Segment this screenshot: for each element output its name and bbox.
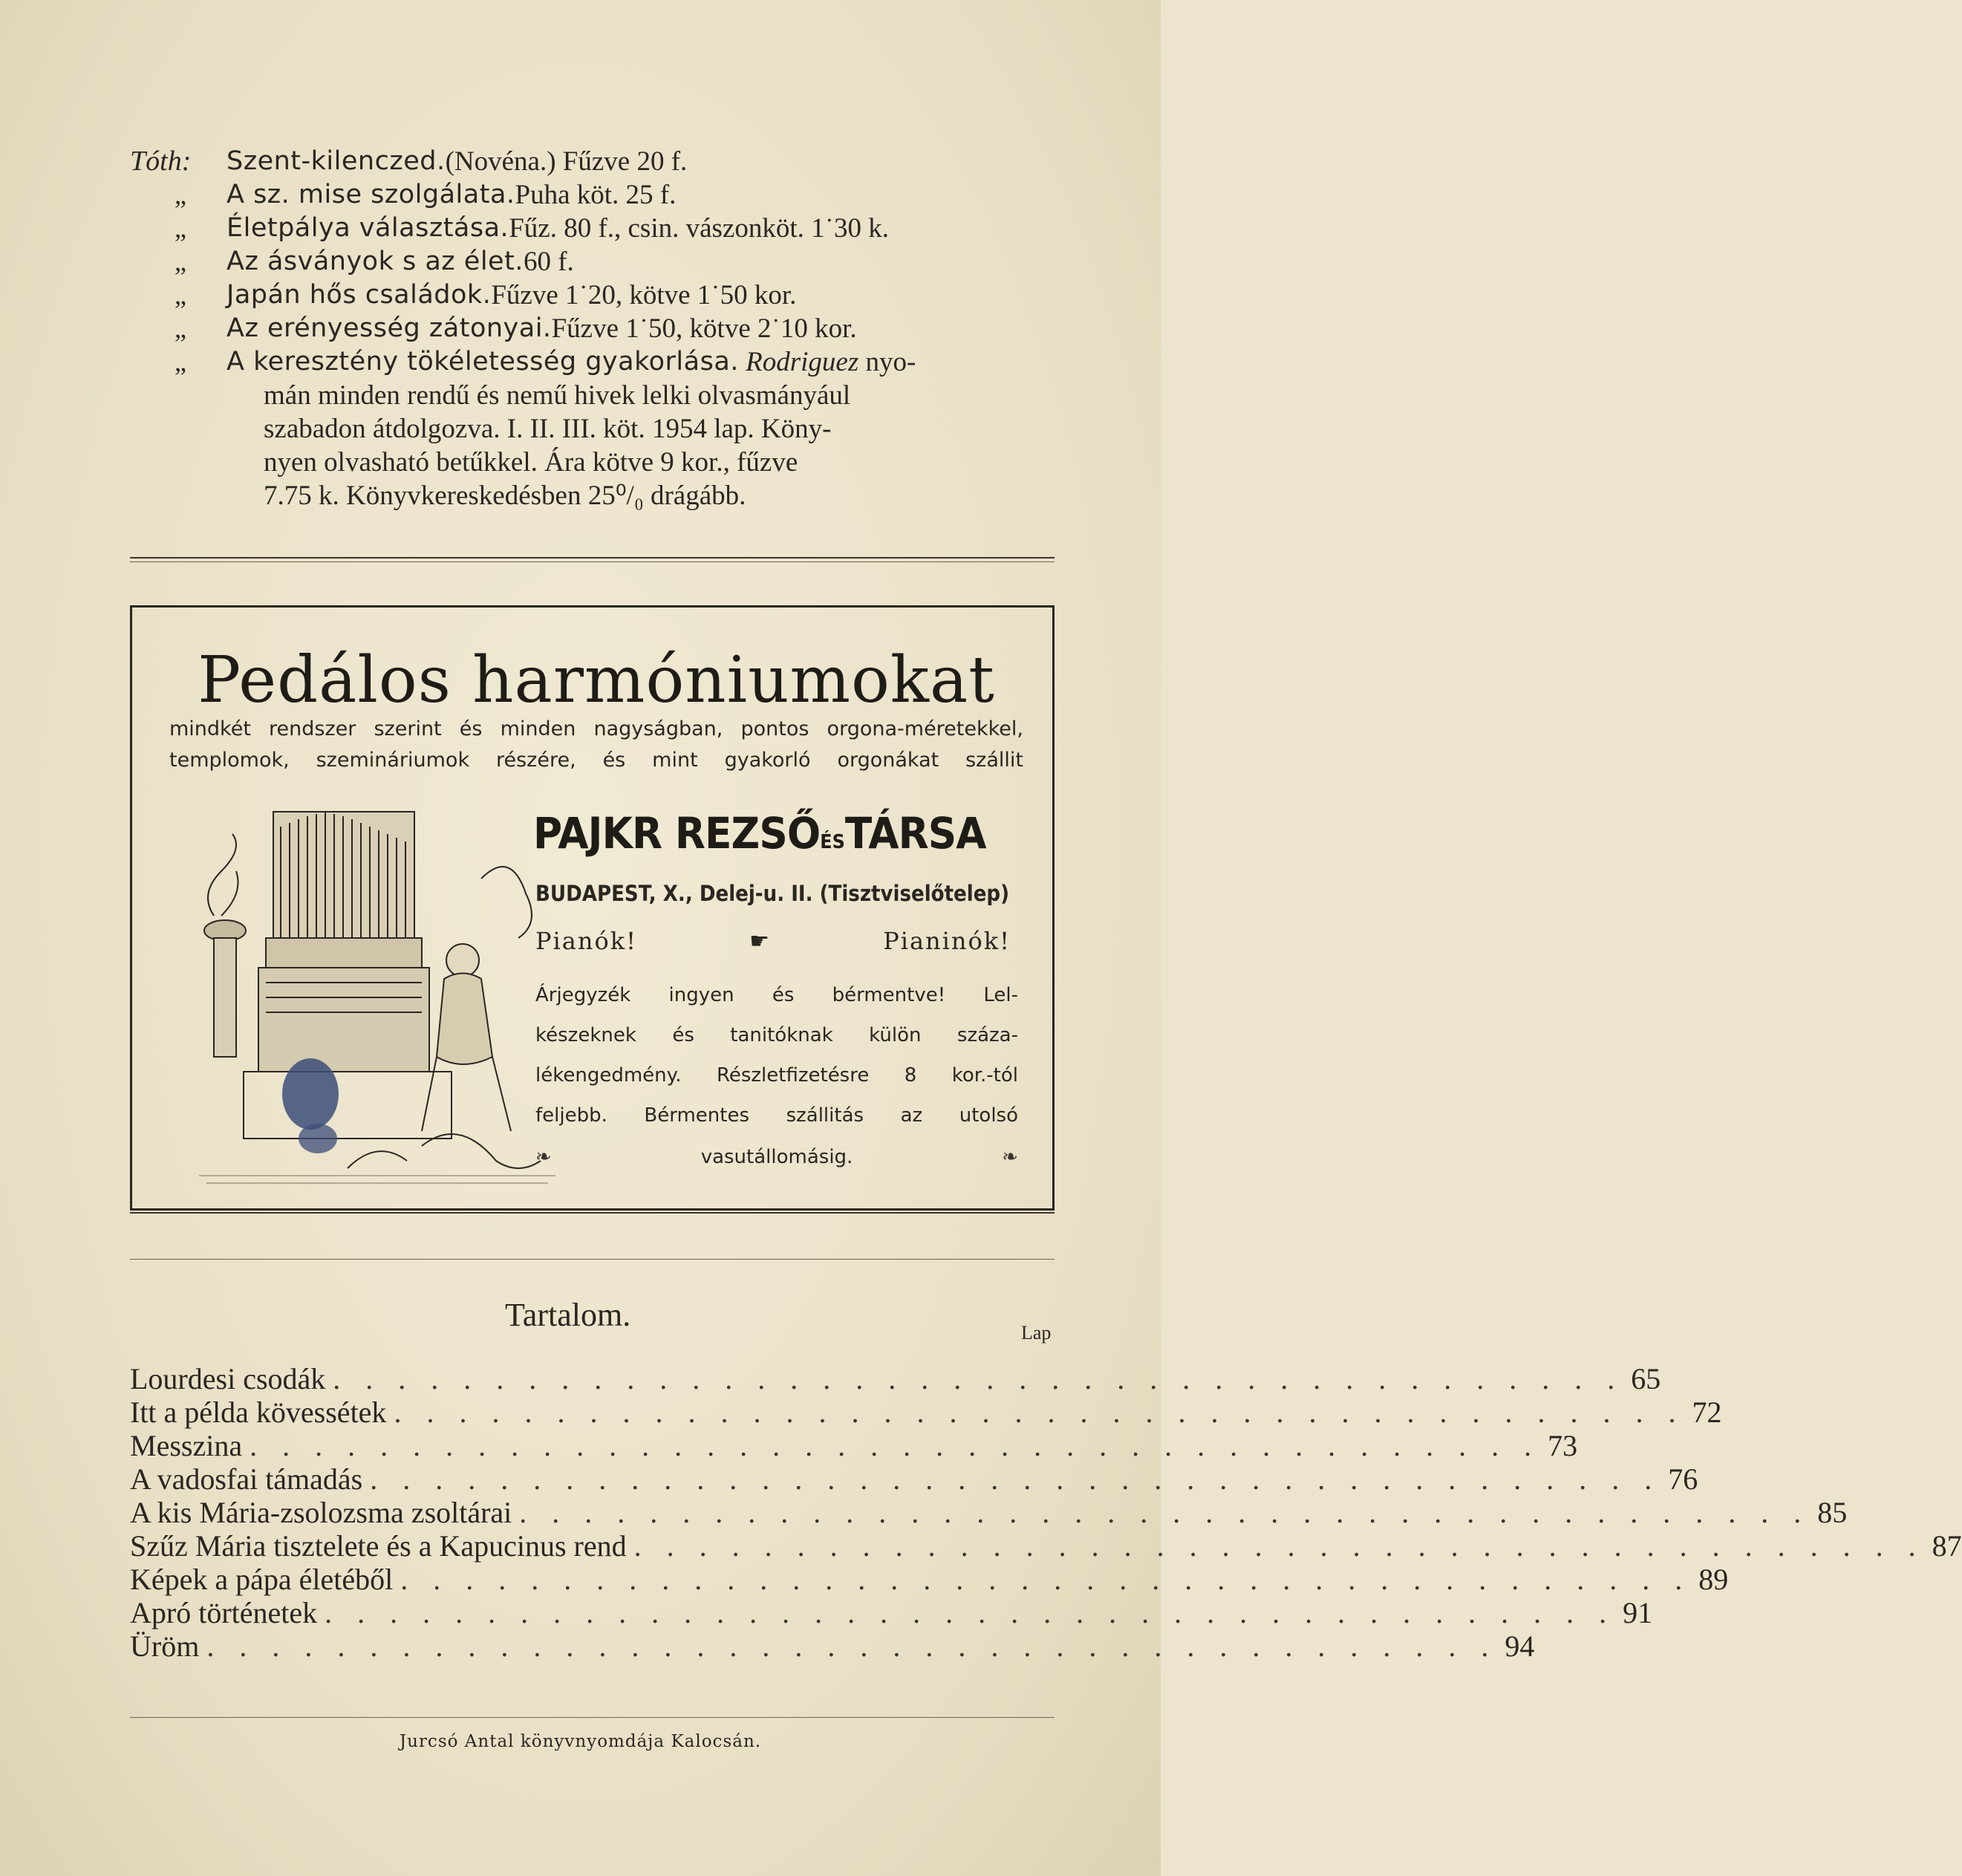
dot-leader: . . . . . . . . . . . . . . . . . . . . . . . . . . . . . . . . . . . . . . . . xyxy=(370,1462,1661,1496)
toc-entry-title: Lourdesi csodák xyxy=(130,1362,326,1395)
toc-entry-page: 65 xyxy=(1631,1362,1661,1395)
ditto-mark: „ xyxy=(175,313,186,343)
book-title: A keresztény tökéletesség gyakorlása. xyxy=(226,347,739,377)
dot-leader: . . . . . . . . . . . . . . . . . . . . . . . . . . . . . . . . . . . . . . . . xyxy=(250,1429,1541,1462)
book-title: Szent-kilenczed. xyxy=(226,146,446,176)
ad-subline: mindkét rendszer szerint és minden nagyságban, pontos orgona-méretekkel, xyxy=(169,717,1023,740)
ad-body-line: Árjegyzék ingyen és bérmentve! Lel- xyxy=(535,984,1018,1006)
dot-leader: . . . . . . . . . . . . . . . . . . . . . . . . . . . . . . . . . . . . . . . . xyxy=(206,1629,1498,1663)
dot-leader: . . . . . . . . . . . . . . . . . . . . . . . . . . . . . . . . . . . . . . . . xyxy=(394,1395,1685,1429)
divider xyxy=(130,561,1055,562)
book-title: Az erényesség zátonyai. xyxy=(226,313,552,343)
company-name-a: PAJKR REZSŐ xyxy=(533,808,821,859)
toc-entry-title: Apró történetek xyxy=(130,1596,318,1629)
ditto-mark: „ xyxy=(175,213,186,243)
toc-entry xyxy=(130,1395,1722,1430)
dot-leader: . . . . . . . . . . . . . . . . . . . . . . . . . . . . . . . . . . . . . . . . xyxy=(400,1563,1692,1596)
toc-entry xyxy=(130,1362,1661,1396)
toc-entry xyxy=(130,1462,1698,1496)
toc-entry xyxy=(130,1496,1848,1530)
divider xyxy=(130,1212,1055,1214)
ad-last-text: vasutállomásig. xyxy=(700,1146,853,1168)
book-price: (Novéna.) Fűzve 20 f. xyxy=(445,146,688,177)
divider xyxy=(130,1717,1055,1718)
ornament-icon: ❧ xyxy=(535,1146,552,1168)
toc-entry-title: A kis Mária-zsolozsma zsoltárai xyxy=(130,1496,512,1529)
book-title-author xyxy=(739,345,916,379)
toc-entry-title: Messzina xyxy=(130,1429,243,1462)
ad-body-line: feljebb. Bérmentes szállitás az utolsó xyxy=(535,1104,1018,1127)
book-price: Puha köt. 25 f. xyxy=(515,180,677,210)
company-conjunction: ÉS xyxy=(820,831,845,853)
toc-entry-title: Képek a pápa életéből xyxy=(130,1563,394,1596)
author-italic: Rodriguez xyxy=(746,347,859,377)
dot-leader: . . . . . . . . . . . . . . . . . . . . . . . . . . . . . . . . . . . . . . . . xyxy=(633,1529,1925,1563)
book-entry xyxy=(130,212,1058,245)
ad-body-text xyxy=(535,975,1018,1136)
book-list xyxy=(130,145,1058,512)
toc-entry-page: 85 xyxy=(1817,1496,1848,1529)
toc-entry-title: Itt a példa kövessétek xyxy=(130,1395,387,1429)
book-description xyxy=(130,379,1051,512)
toc-entry xyxy=(130,1529,1962,1563)
divider xyxy=(130,1259,1055,1260)
book-entry xyxy=(130,178,1058,212)
toc-entry xyxy=(130,1563,1729,1597)
ad-body-line: lékengedmény. Részletfizetésre 8 kor.-tól xyxy=(535,1064,1018,1087)
printer-imprint: Jurcsó Antal könyvnyomdája Kalocsán. xyxy=(399,1732,762,1751)
dot-leader: . . . . . . . . . . . . . . . . . . . . . . . . . . . . . . . . . . . . . . . . xyxy=(333,1362,1624,1395)
toc-entry-page: 73 xyxy=(1548,1429,1578,1462)
pianok-label: Pianók! xyxy=(535,927,637,955)
book-title: Életpálya választása. xyxy=(226,213,509,243)
description-line: nyen olvasható betűkkel. Ára kötve 9 kor., fűzve xyxy=(264,447,798,478)
company-name-b: TÁRSA xyxy=(844,808,986,859)
toc-entry-title: Szűz Mária tisztelete és a Kapucinus rend xyxy=(130,1529,627,1563)
ornament-icon: ❧ xyxy=(1002,1146,1018,1168)
book-entry xyxy=(130,312,1058,345)
book-title: A sz. mise szolgálata. xyxy=(226,180,515,209)
book-title: Japán hős családok. xyxy=(226,280,492,310)
ditto-mark: „ xyxy=(175,247,186,276)
advertisement-box xyxy=(130,605,1055,1211)
toc-entry xyxy=(130,1629,1535,1664)
toc-entry-page: 72 xyxy=(1692,1395,1722,1429)
ad-body-line: készeknek és tanitóknak külön száza- xyxy=(535,1024,1018,1046)
book-entry xyxy=(130,279,1058,312)
toc-entry-title: Üröm xyxy=(130,1629,200,1663)
toc-entry-title: A vadosfai támadás xyxy=(130,1462,363,1496)
toc-entry-page: 87 xyxy=(1932,1529,1962,1563)
book-title: Az ásványok s az élet. xyxy=(226,247,524,276)
description-line: szabadon átdolgozva. I. II. III. köt. 1954 lap. Köny- xyxy=(264,414,832,444)
book-price: Fűzve 1˙50, kötve 2˙10 kor. xyxy=(551,313,857,344)
ad-last-line xyxy=(535,1146,1018,1168)
pointing-hand-icon: ☛ xyxy=(749,928,772,954)
toc-entry xyxy=(130,1429,1578,1463)
ditto-mark: „ xyxy=(175,347,186,377)
toc-entry-page: 89 xyxy=(1698,1563,1729,1596)
continuation: nyo- xyxy=(858,347,916,377)
book-entry xyxy=(130,145,1058,178)
toc-page-header: Lap xyxy=(1021,1322,1052,1344)
description-line: mán minden rendű és nemű hivek lelki olvasmányául xyxy=(264,380,851,411)
book-entry xyxy=(130,345,1058,379)
ad-subline: templomok, szemináriumok részére, és mint gyakorló orgonákat szállit xyxy=(169,749,1023,772)
ditto-mark: „ xyxy=(175,280,186,310)
table-of-contents xyxy=(130,1362,1962,1664)
piano-line xyxy=(535,927,1011,955)
toc-entry-page: 94 xyxy=(1505,1629,1535,1663)
dot-leader: . . . . . . . . . . . . . . . . . . . . . . . . . . . . . . . . . . . . . . . . xyxy=(325,1596,1616,1629)
toc-title: Tartalom. xyxy=(505,1297,631,1333)
divider xyxy=(130,557,1055,558)
book-price: Fűzve 1˙20, kötve 1˙50 kor. xyxy=(491,280,797,310)
pianinok-label: Pianinók! xyxy=(883,927,1011,955)
harmonium-engraving xyxy=(199,789,555,1191)
company-address: BUDAPEST, X., Delej-u. II. (Tisztviselőtelep) xyxy=(535,881,1010,906)
toc-entry-page: 91 xyxy=(1623,1596,1653,1629)
book-entry xyxy=(130,245,1058,279)
book-price: Fűz. 80 f., csin. vászonköt. 1˙30 k. xyxy=(509,213,889,244)
company-name xyxy=(533,808,986,859)
book-prefix: Tóth: xyxy=(130,146,192,177)
toc-entry xyxy=(130,1596,1653,1630)
toc-entry-page: 76 xyxy=(1668,1462,1698,1496)
book-price: 60 f. xyxy=(523,247,574,277)
ad-headline: Pedálos harmóniumokat xyxy=(198,643,995,717)
dot-leader: . . . . . . . . . . . . . . . . . . . . . . . . . . . . . . . . . . . . . . . . xyxy=(519,1496,1811,1529)
ditto-mark: „ xyxy=(175,180,186,209)
description-line: 7.75 k. Könyvkereskedésben 25⁰/₀ drágább. xyxy=(264,481,746,511)
